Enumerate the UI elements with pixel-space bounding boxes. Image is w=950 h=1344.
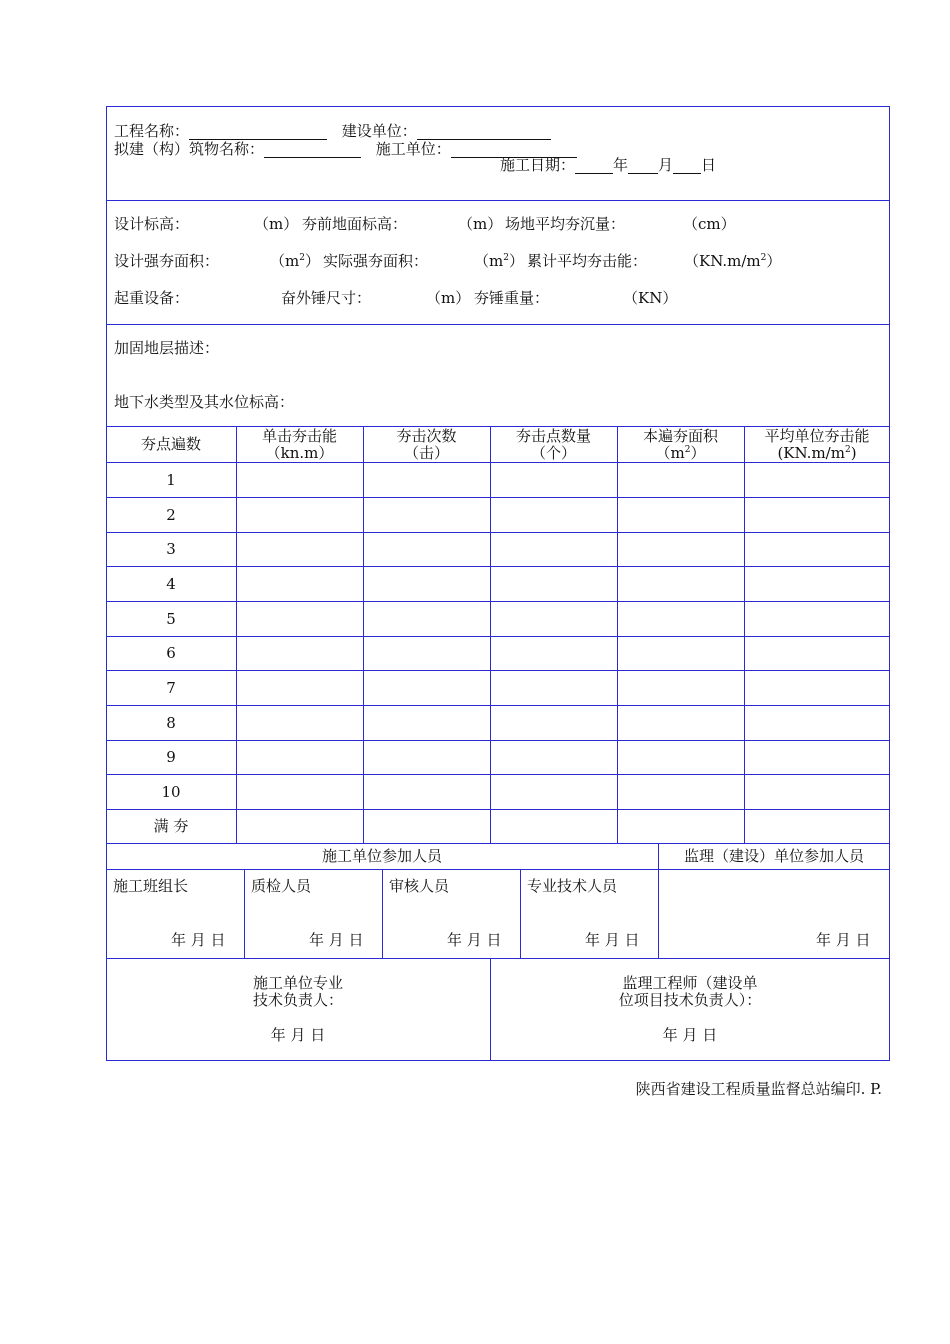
lifting-equipment-label: 起重设备： bbox=[114, 289, 190, 307]
table-header-bottom bbox=[106, 462, 890, 463]
unit-m-1: （m） bbox=[254, 215, 299, 233]
avg-settlement-label: 场地平均夯沉量： bbox=[505, 215, 626, 233]
unit-m-2: （m） bbox=[458, 215, 503, 233]
contractor-tech-lead-date: 年 月 日 bbox=[270, 1026, 326, 1044]
role-reviewer: 审核人员 bbox=[389, 877, 450, 895]
unit-m2-1: $(m^2)$ bbox=[270, 252, 320, 270]
structure-name-field[interactable] bbox=[264, 143, 361, 158]
contractor-tech-lead: 施工单位专业 技术负责人： bbox=[252, 974, 343, 1009]
table-bottom bbox=[106, 843, 890, 844]
role-divider bbox=[244, 869, 245, 958]
role-date: 年 月 日 bbox=[585, 931, 640, 949]
supervisor-date: 年 月 日 bbox=[816, 931, 871, 949]
col-header-area: 本遍夯面积 $(m^2)$ bbox=[642, 427, 718, 462]
col-header-passes: 夯点遍数 bbox=[140, 435, 201, 453]
row-line bbox=[106, 740, 890, 741]
col-header-points: 夯击点数量 （个） bbox=[515, 427, 591, 462]
unit-cm: （cm） bbox=[683, 215, 736, 233]
date-year-field[interactable] bbox=[575, 159, 613, 174]
divider-header bbox=[106, 200, 890, 201]
table-row-label: 3 bbox=[166, 540, 176, 558]
divider-params bbox=[106, 324, 890, 325]
frame-top bbox=[106, 106, 890, 107]
design-area-label: 设计强夯面积： bbox=[114, 252, 220, 270]
table-row-label: 8 bbox=[166, 714, 176, 732]
role-date: 年 月 日 bbox=[309, 931, 364, 949]
date-day-field[interactable] bbox=[673, 159, 701, 174]
row-line bbox=[106, 670, 890, 671]
supervisor-staff-heading: 监理（建设）单位参加人员 bbox=[683, 847, 864, 865]
table-row-label: 6 bbox=[166, 644, 176, 662]
col-line bbox=[744, 426, 745, 844]
col-line bbox=[236, 426, 237, 844]
table-row-label: 满 夯 bbox=[153, 817, 189, 835]
role-date: 年 月 日 bbox=[171, 931, 226, 949]
unit-kn: （KN） bbox=[623, 289, 678, 307]
participants-bottom bbox=[106, 958, 890, 959]
table-row-label: 1 bbox=[166, 471, 176, 489]
role-team-leader: 施工班组长 bbox=[113, 877, 189, 895]
unit-m-3: （m） bbox=[426, 289, 471, 307]
stratum-description-label: 加固地层描述： bbox=[114, 339, 220, 357]
table-row-label: 4 bbox=[166, 575, 176, 593]
cum-energy-label: 累计平均夯击能： bbox=[527, 252, 648, 270]
unit-energy: $(KN.m/m^2)$ bbox=[684, 252, 782, 270]
row-line bbox=[106, 636, 890, 637]
col-header-avg-energy: 平均单位夯击能 $(KN.m/m^2)$ bbox=[764, 427, 870, 462]
table-row-label: 10 bbox=[161, 783, 181, 801]
date-month-label: 月 bbox=[658, 156, 674, 174]
role-technical-staff: 专业技术人员 bbox=[527, 877, 618, 895]
project-name-row bbox=[114, 123, 551, 140]
date-month-field[interactable] bbox=[628, 159, 658, 174]
table-row-label: 7 bbox=[166, 679, 176, 697]
project-name-label: 工程名称： bbox=[114, 122, 190, 140]
date-day-label: 日 bbox=[701, 156, 717, 174]
col-header-blows: 夯击次数 （击） bbox=[396, 427, 457, 462]
structure-name-label: 拟建（构）筑物名称： bbox=[114, 140, 265, 158]
row-line bbox=[106, 601, 890, 602]
row-line bbox=[106, 532, 890, 533]
col-header-energy: 单击夯击能 （kn.m） bbox=[261, 427, 337, 462]
row-line bbox=[106, 566, 890, 567]
role-divider bbox=[382, 869, 383, 958]
builder-label: 建设单位： bbox=[341, 122, 417, 140]
col-line bbox=[363, 426, 364, 844]
actual-area-label: 实际强夯面积： bbox=[323, 252, 429, 270]
builder-field[interactable] bbox=[417, 125, 551, 140]
supervising-engineer-date: 年 月 日 bbox=[662, 1026, 718, 1044]
groundwater-label: 地下水类型及其水位标高： bbox=[114, 393, 295, 411]
col-line bbox=[490, 426, 491, 844]
hammer-size-label: 奋外锤尺寸： bbox=[281, 289, 372, 307]
table-row-label: 5 bbox=[166, 610, 176, 628]
project-name-field[interactable] bbox=[189, 125, 327, 140]
row-line bbox=[106, 497, 890, 498]
supervising-engineer: 监理工程师（建设单 位项目技术负责人）： bbox=[618, 974, 762, 1009]
frame-bottom bbox=[106, 1060, 890, 1061]
footer-publisher: 陕西省建设工程质量监督总站编印. P. bbox=[635, 1080, 882, 1098]
role-quality-inspector: 质检人员 bbox=[251, 877, 312, 895]
row-line bbox=[106, 809, 890, 810]
frame-right bbox=[889, 106, 890, 1061]
design-elevation-label: 设计标高： bbox=[114, 215, 190, 233]
row-line bbox=[106, 705, 890, 706]
table-row-label: 2 bbox=[166, 506, 176, 524]
contractor-label: 施工单位： bbox=[375, 140, 451, 158]
unit-m2-2: $(m^2)$ bbox=[474, 252, 524, 270]
row-line bbox=[106, 774, 890, 775]
participants-header-bottom bbox=[106, 869, 890, 870]
date-year-label: 年 bbox=[613, 156, 629, 174]
col-line bbox=[617, 426, 618, 844]
signature-split bbox=[490, 958, 491, 1061]
construction-date-row bbox=[500, 157, 716, 174]
date-label: 施工日期： bbox=[500, 156, 576, 174]
role-date: 年 月 日 bbox=[447, 931, 502, 949]
ground-elevation-label: 夯前地面标高： bbox=[302, 215, 408, 233]
table-row-label: 9 bbox=[166, 748, 176, 766]
contractor-staff-heading: 施工单位参加人员 bbox=[321, 847, 442, 865]
role-divider bbox=[520, 869, 521, 958]
hammer-weight-label: 夯锤重量： bbox=[474, 289, 550, 307]
